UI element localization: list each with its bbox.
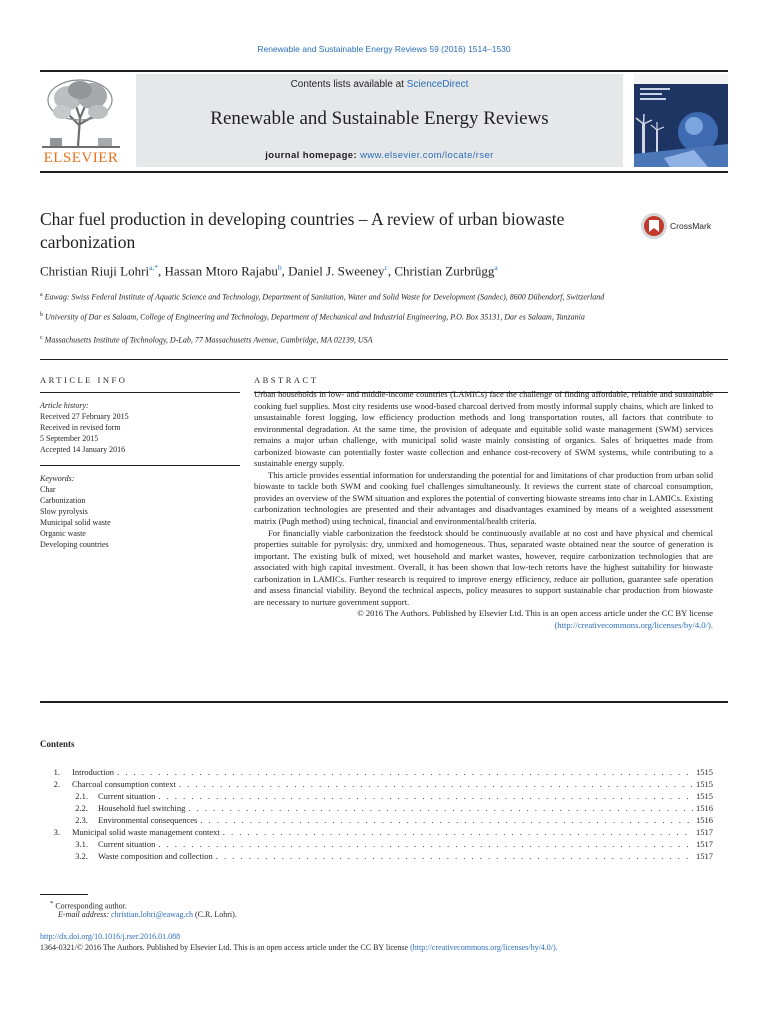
masthead-top-rule <box>40 70 728 72</box>
contents-prefix: Contents lists available at <box>290 79 407 90</box>
author-name: Christian Zurbrügg <box>394 263 495 279</box>
keyword-item: Organic waste <box>40 529 86 538</box>
author-separator: , <box>158 263 165 279</box>
keyword-item: Slow pyrolysis <box>40 507 88 516</box>
toc-leader-dots <box>200 815 693 825</box>
toc-label[interactable]: Waste composition and collection <box>98 851 213 861</box>
header-divider <box>40 359 728 360</box>
email-label: E-mail address: <box>58 910 110 919</box>
corresponding-author-note: * Corresponding author. <box>50 900 127 911</box>
author-separator: , <box>387 263 395 279</box>
toc-number: 2. <box>53 779 60 789</box>
homepage-link[interactable]: www.elsevier.com/locate/rser <box>360 150 494 161</box>
toc-label[interactable]: Current situation <box>98 791 156 801</box>
affiliation-mark: c <box>40 335 43 341</box>
history-item: Received 27 February 2015 <box>40 412 129 421</box>
keywords-rule <box>40 465 240 466</box>
author-name: Christian Riuji Lohri <box>40 263 150 279</box>
article-info-rule <box>40 392 240 393</box>
email-link[interactable]: christian.lohri@eawag.ch <box>111 910 194 919</box>
toc-page-number[interactable]: 1516 <box>696 815 713 825</box>
toc-label[interactable]: Environmental consequences <box>98 815 198 825</box>
toc-number: 3. <box>53 827 60 837</box>
author-name: Daniel J. Sweeney <box>288 263 385 279</box>
affiliation-c <box>40 333 640 346</box>
article-title: Char fuel production in developing countries – A review of urban biowaste carbonization <box>40 209 565 252</box>
journal-homepage-line <box>136 150 623 161</box>
history-item: Accepted 14 January 2016 <box>40 445 126 454</box>
toc-number: 2.2. <box>75 803 88 813</box>
license-text: © 2016 The Authors. Published by Elsevier Ltd. This is an open access article under the CC BY license <box>357 608 713 619</box>
abstract-body <box>254 389 713 631</box>
toc-label[interactable]: Current situation <box>98 839 156 849</box>
toc-entry[interactable] <box>40 851 713 863</box>
toc-page-number[interactable]: 1515 <box>696 767 713 777</box>
history-label: Article history: <box>40 401 89 410</box>
toc-leader-dots <box>188 803 693 813</box>
keyword-item: Developing countries <box>40 540 109 549</box>
abstract-paragraph: For financially viable carbonization the feedstock should be continuously available at no cost and have physical and chemical properties suitable for pyrolysis: dry, unmixed and homogeneous. Thus, separated waste obtained near the source of generation is important. The existing bulk of mixed, wet household and market wastes, however, require carbonization technologies that are associated with high capital investment. Overall, it has been shown that low-tech retorts have the highest suitability for biowaste carbonization in LAMICs. Further research is required to improve energy efficiency, reduce air pollution, guarantee safe operation and assess financial viability. Beyond the technical aspects, policy measures to support sustainable char production from biowaste are necessary to nurture government support. <box>254 527 713 607</box>
toc-number: 2.3. <box>75 815 88 825</box>
elsevier-wordmark: ELSEVIER <box>43 150 119 166</box>
affiliation-text: Massachusetts Institute of Technology, D-Lab, 77 Massachusetts Avenue, Cambridge, MA 02139, USA <box>44 335 373 345</box>
toc-leader-dots <box>158 791 693 801</box>
keyword-item: Municipal solid waste <box>40 518 111 527</box>
article-history <box>40 400 240 455</box>
abstract-heading: ABSTRACT <box>254 375 319 385</box>
affiliation-text: University of Dar es Salaam, College of Engineering and Technology, Department of Mechanical and Industrial Engineering, P.O. Box 35131, Dar es Salaam, Tanzania <box>45 312 585 322</box>
keywords-block <box>40 473 240 550</box>
keyword-item: Char <box>40 485 56 494</box>
toc-leader-dots <box>223 827 693 837</box>
abstract-paragraph: This article provides essential information for understanding the potential for and limitations of char production from urban solid biowaste to tackle both SWM and cooking fuel challenges simultaneously. It reviews the current state of charcoal consumption, provides an overview of the SWM situation and explores the potential of converting biowaste streams into char in LAMICs. Existing carbonization technologies are presented and their advantages and disadvantages examined by means of a weighted assessment matrix (Pugh method) using technical, financial and environmental/health criteria. <box>254 469 713 527</box>
sciencedirect-link[interactable]: ScienceDirect <box>406 79 469 90</box>
toc-number: 2.1. <box>75 791 88 801</box>
issn-line <box>40 942 730 953</box>
homepage-prefix: journal homepage: <box>265 150 361 161</box>
email-suffix: (C.R. Lohri). <box>195 910 237 919</box>
abstract-paragraph: Urban households in low- and middle-income countries (LAMICs) face the challenge of finding affordable, reliable and sustainable cooking fuel supplies. Most city residents use wood-based charcoal derived from mostly informal supply chains, which are linked to unsustainable forest logging, low efficiency production methods and long transportation routes, all factors that contribute to environmental degradation. At the same time, the provision of adequate and equitable solid waste management (SWM) services remains a major urban challenge, with municipal solid waste mainly consisting of organics. Sales of briquettes made from carbonized biowaste can potentially foster waste collection and enhance cost-recovery of SWM systems, while contributing to a sustainable energy supply. <box>254 389 713 469</box>
affiliation-mark: a <box>40 292 43 298</box>
toc-leader-dots <box>117 767 693 777</box>
author-list <box>40 263 730 279</box>
toc-page-number[interactable]: 1517 <box>696 827 713 837</box>
toc-number: 1. <box>53 767 60 777</box>
footnote-rule <box>40 894 88 895</box>
journal-title: Renewable and Sustainable Energy Reviews <box>210 108 549 129</box>
issn-text: 1364-0321/© 2016 The Authors. Published by Elsevier Ltd. This is an open access article under the CC BY license <box>40 943 409 952</box>
affiliation-a <box>40 290 640 303</box>
doi-link[interactable] <box>40 931 730 942</box>
contents-available-line <box>136 79 623 90</box>
doi-text[interactable]: http://dx.doi.org/10.1016/j.rser.2016.01.088 <box>40 932 181 941</box>
toc-entry[interactable] <box>40 815 713 827</box>
toc-page-number[interactable]: 1517 <box>696 851 713 861</box>
toc-label[interactable]: Household fuel switching <box>98 803 186 813</box>
toc-leader-dots <box>216 851 693 861</box>
toc-number: 3.2. <box>75 851 88 861</box>
author-affiliation-mark[interactable]: a <box>494 263 498 272</box>
toc-label[interactable]: Charcoal consumption context <box>72 779 176 789</box>
author-affiliation-mark[interactable]: a,* <box>149 263 159 272</box>
toc-label[interactable]: Municipal solid waste management context <box>72 827 220 837</box>
keywords-label: Keywords: <box>40 474 75 483</box>
affiliation-mark: b <box>40 312 43 318</box>
author-affiliation-mark[interactable]: c <box>384 263 388 272</box>
toc-entry[interactable] <box>40 779 713 791</box>
journal-cover-image[interactable] <box>634 74 728 167</box>
toc-entry[interactable] <box>40 827 713 839</box>
toc-label[interactable]: Introduction <box>72 767 115 777</box>
masthead-bottom-rule <box>40 171 728 173</box>
toc-page-number[interactable]: 1517 <box>696 839 713 849</box>
toc-entry[interactable] <box>40 767 713 779</box>
abstract-bottom-rule <box>40 701 728 703</box>
toc-entry[interactable] <box>40 791 713 803</box>
keyword-item: Carbonization <box>40 496 86 505</box>
corresponding-label: Corresponding author. <box>55 901 127 911</box>
toc-page-number[interactable]: 1516 <box>696 803 713 813</box>
toc-number: 3.1. <box>75 839 88 849</box>
history-item: 5 September 2015 <box>40 434 99 443</box>
license-link[interactable]: (http://creativecommons.org/licenses/by/4.0/). <box>554 619 713 630</box>
affiliation-b <box>40 310 640 323</box>
author-name: Hassan Mtoro Rajabu <box>164 263 278 279</box>
author-separator: , <box>281 263 289 279</box>
journal-citation[interactable]: Renewable and Sustainable Energy Reviews 59 (2016) 1514–1530 <box>257 44 511 54</box>
toc-page-number[interactable]: 1515 <box>696 791 713 801</box>
article-info-heading: ARTICLE INFO <box>40 375 128 385</box>
toc-page-number[interactable]: 1515 <box>696 779 713 789</box>
history-item: Received in revised form <box>40 423 121 432</box>
toc-entry[interactable] <box>40 803 713 815</box>
abstract-license <box>254 608 713 631</box>
affiliation-text: Eawag: Swiss Federal Institute of Aquatic Science and Technology, Department of Sanitation, Water and Solid Waste for Development (Sandec), 8600 Dübendorf, Switzerland <box>44 292 605 302</box>
crossmark-label[interactable]: CrossMark <box>670 221 712 231</box>
author-affiliation-mark[interactable]: b <box>277 263 282 272</box>
toc-entry[interactable] <box>40 839 713 851</box>
toc-leader-dots <box>158 839 693 849</box>
issn-license-link[interactable]: (http://creativecommons.org/licenses/by/4.0/). <box>410 943 558 952</box>
toc-leader-dots <box>179 779 693 789</box>
email-note <box>58 909 237 920</box>
contents-heading: Contents <box>40 739 75 749</box>
